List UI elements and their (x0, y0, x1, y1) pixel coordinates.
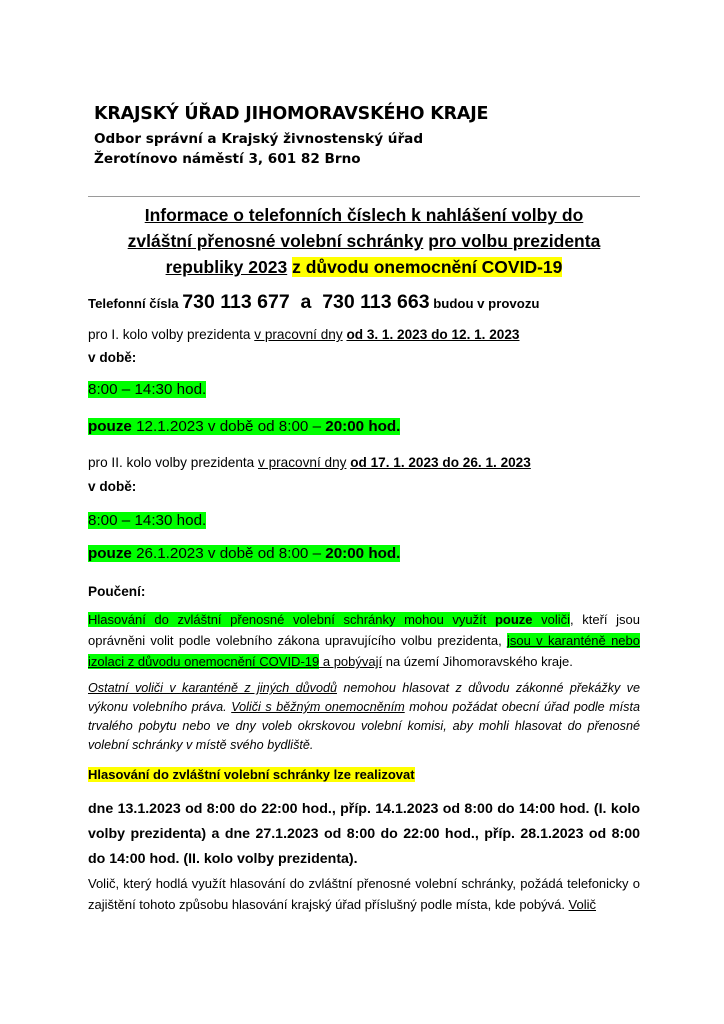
title-part-4: republiky 2023 (165, 257, 288, 277)
round1-only-line (88, 418, 400, 435)
notice-p1-reside: a pobývají (319, 654, 383, 669)
notice-p1-only: pouze (494, 612, 533, 627)
title-covid-highlight: z důvodu onemocnění COVID-19 (292, 257, 563, 277)
notice-p1-highlight-a: Hlasování do zvláštní přenosné volební schránky mohou využít (88, 612, 495, 627)
notice-p1-end: na území Jihomoravského kraje. (382, 654, 573, 669)
phone-number-2: 730 113 663 (322, 291, 430, 313)
round1-hours: 8:00 – 14:30 hod. (88, 381, 207, 398)
round2-hours: 8:00 – 14:30 hod. (88, 512, 207, 529)
round2-only-rest: 26.1.2023 v době od 8:00 – (131, 545, 326, 562)
round1-line (88, 327, 519, 342)
phone-number-1: 730 113 677 (182, 291, 290, 313)
round1-intro: pro I. kolo volby prezidenta (88, 327, 255, 342)
round2-time-label: v době: (88, 479, 137, 494)
notice-p1-voters: voliči (532, 612, 571, 627)
round2-line (88, 455, 531, 470)
round1-days: v pracovní dny (254, 327, 343, 342)
voting-heading-line (88, 767, 415, 782)
voting-p-text: Volič, který hodlá využít hlasování do zvláštní přenosné volební schránky, požádá telefonicky o zajištění tohoto způsobu hlasování krajský úřad příslušný podle místa, kde pobývá. (88, 876, 640, 912)
voting-paragraph (88, 873, 640, 915)
document-title (88, 202, 640, 280)
notice-p2-other-voters: Ostatní voliči v karanténě z jiných důvodů (88, 681, 337, 695)
round1-only-end: 20:00 hod. (325, 418, 401, 435)
round1-only-rest: 12.1.2023 v době od 8:00 – (131, 418, 326, 435)
round1-range: od 3. 1. 2023 do 12. 1. 2023 (346, 327, 520, 342)
title-part-3: pro volbu prezidenta (428, 231, 601, 251)
org-name: KRAJSKÝ ÚŘAD JIHOMORAVSKÉHO KRAJE (94, 104, 489, 124)
title-part-2: zvláštní přenosné volební schránky (127, 231, 424, 251)
round2-days: v pracovní dny (258, 455, 347, 470)
round2-hours-line (88, 512, 206, 529)
phone-numbers-line (88, 291, 539, 314)
notice-p2-common-illness: Voliči s běžným onemocněním (231, 700, 405, 714)
notice-p2-mid: nemohou hlasovat z důvodu zákonné překážky ve výkonu volebního práva. (88, 681, 640, 714)
round2-only-end: 20:00 hod. (325, 545, 401, 562)
voting-p-voter: Volič (568, 897, 597, 912)
phones-prefix: Telefonní čísla (88, 296, 183, 311)
round2-only-line (88, 545, 400, 562)
phones-connector: a (289, 291, 323, 313)
notice-p1-quarantine: jsou v karanténě nebo izolaci z důvodu onemocnění COVID-19 (88, 633, 640, 669)
round1-only-word: pouze (88, 418, 132, 435)
header-divider (88, 196, 640, 197)
notice-paragraph-1 (88, 609, 640, 672)
notice-p1-mid: , kteří jsou oprávněni volit podle volebního zákona upravujícího volbu prezidenta, (88, 612, 640, 648)
title-part-1: Informace o telefonních číslech k nahlášení volby do (144, 205, 584, 225)
round1-hours-line (88, 381, 206, 398)
notice-heading: Poučení: (88, 584, 146, 599)
phones-suffix: budou v provozu (429, 296, 540, 311)
notice-paragraph-2 (88, 679, 640, 755)
round2-intro: pro II. kolo volby prezidenta (88, 455, 259, 470)
round1-time-label: v době: (88, 350, 137, 365)
round2-range: od 17. 1. 2023 do 26. 1. 2023 (350, 455, 531, 470)
voting-dates: dne 13.1.2023 od 8:00 do 22:00 hod., příp. 14.1.2023 od 8:00 do 14:00 hod. (I. kolo volby prezidenta) a dne 27.1.2023 od 8:00 do 22:00 hod., příp. 28.1.2023 od 8:00 do 14:00 hod. (II. kolo volby prezidenta). (88, 801, 640, 867)
round2-only-word: pouze (88, 545, 132, 562)
voting-heading: Hlasování do zvláštní volební schránky lze realizovat (88, 767, 415, 782)
notice-p2-end: mohou požádat obecní úřad podle místa trvalého pobytu nebo ve dny voleb okrskovou volební komisi, aby mohli hlasovat do přenosné volební schránky v místě svého bydliště. (88, 700, 640, 752)
office-address: Žerotínovo náměstí 3, 601 82 Brno (94, 151, 361, 167)
department-name: Odbor správní a Krajský živnostenský úřad (94, 131, 424, 147)
